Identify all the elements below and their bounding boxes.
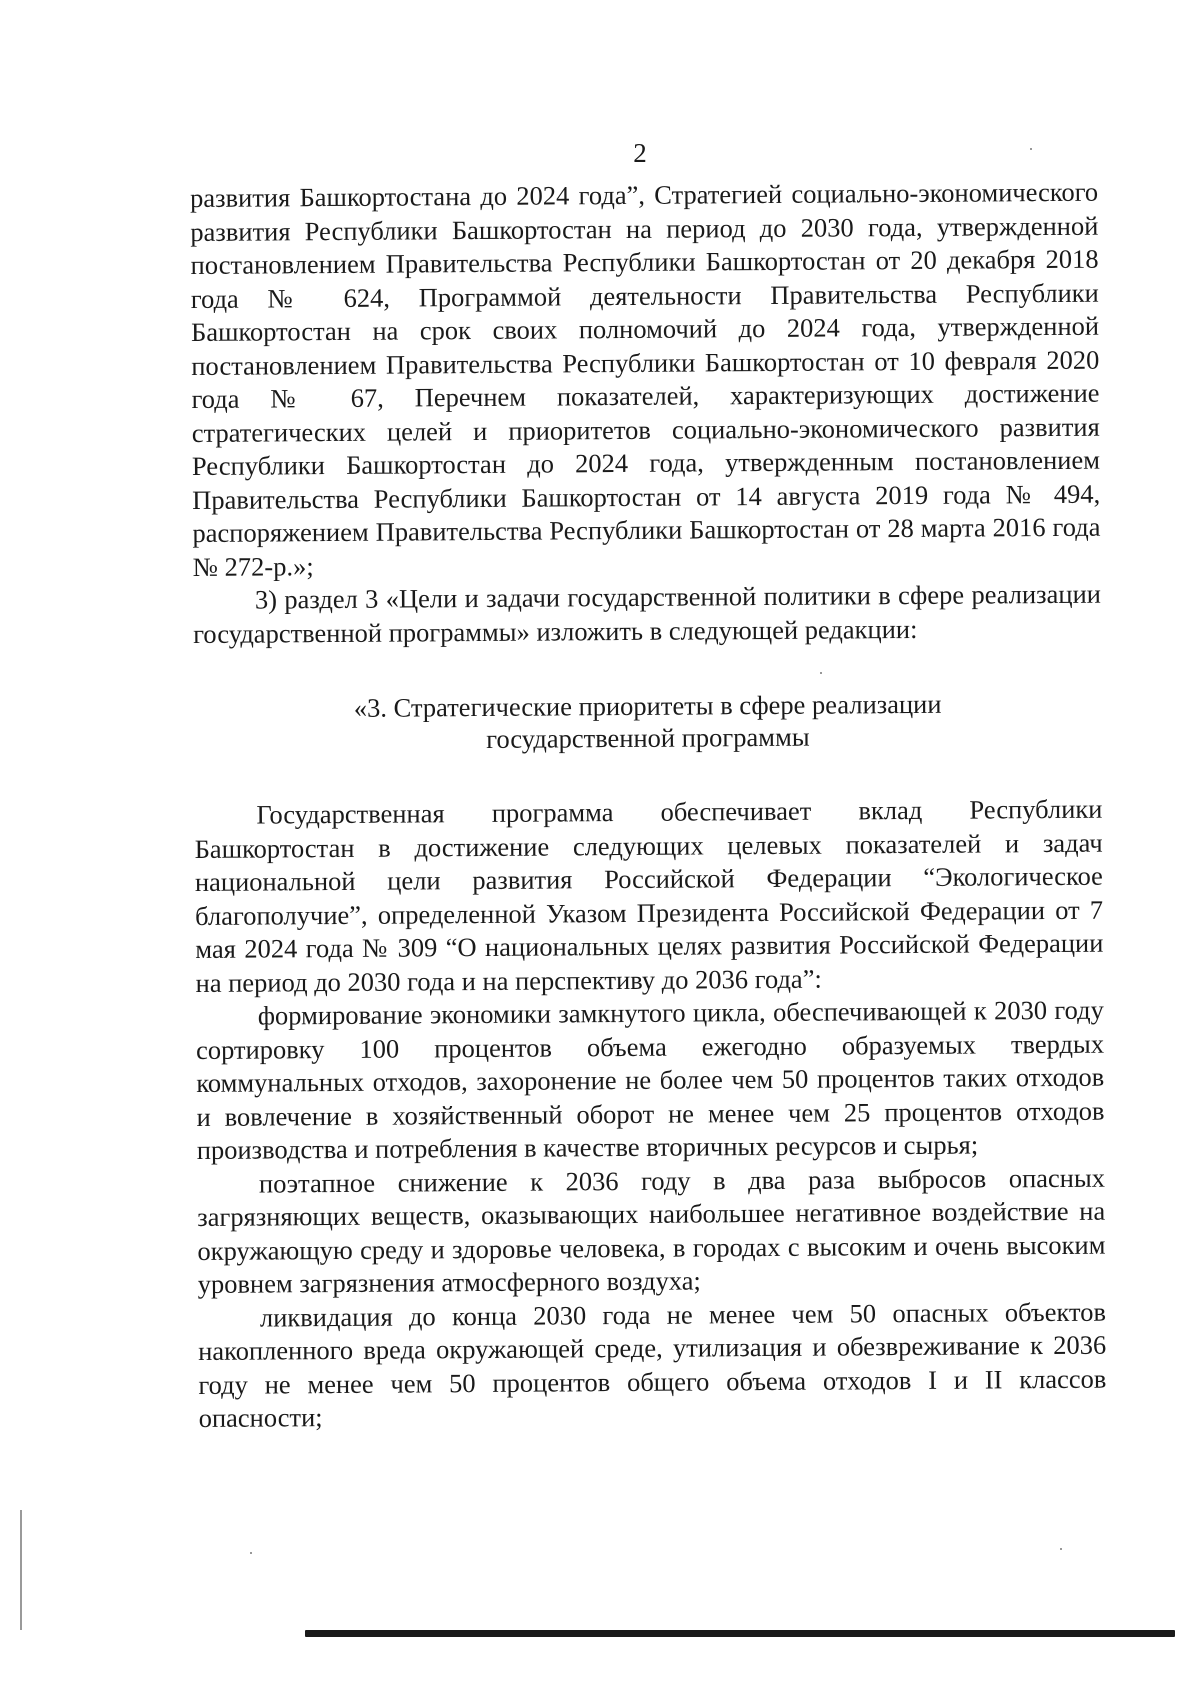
- scan-bottom-bar: [305, 1630, 1175, 1637]
- paragraph-accumulated-harm: ликвидация до конца 2030 года не менее чем 50 опасных объектов накопленного вреда окружающей среде, утилизация и обезвреживание к 2036 году не менее чем 50 процентов общего объема отходов I и II классов опасности;: [198, 1296, 1107, 1433]
- scan-speck: [1060, 1548, 1062, 1550]
- paragraph-amendment-3: 3) раздел 3 «Цели и задачи государственной политики в сфере реализации государственной программы» изложить в следующей редакции:: [193, 578, 1102, 649]
- section-heading-line-2: государственной программы: [486, 721, 810, 754]
- scan-speck: [820, 672, 822, 674]
- section-heading: [194, 687, 1102, 757]
- paragraph-circular-economy: формирование экономики замкнутого цикла, обеспечивающей к 2030 году сортировку 100 процентов объема ежегодно образуемых твердых коммунальных отходов, захоронение не более чем 50 процентов таких отходов и вовлечение в хозяйственный оборот не менее чем 25 процентов отходов производства и потребления в качестве вторичных ресурсов и сырья;: [195, 994, 1105, 1165]
- paragraph-continuation: развития Башкортостана до 2024 года”, Стратегией социально-экономического развития Республики Башкортостан на период до 2030 года, утвержденной постановлением Правительства Республики Башкортостан от 20 декабря 2018 года № 624, Программой деятельности Правительства Республики Башкортостан на срок своих полномочий до 2024 года, утвержденной постановлением Правительства Республики Башкортостан от 10 февраля 2020 года № 67, Перечнем показателей, характеризующих достижение стратегических целей и приоритетов социально-экономического развития Республики Башкортостан до 2024 года, утвержденным постановлением Правительства Республики Башкортостан от 14 августа 2019 года № 494, распоряжением Правительства Республики Башкортостан от 28 марта 2016 года № 272-р.»;: [190, 176, 1101, 582]
- page-number: 2: [633, 138, 647, 168]
- paragraph-program-contribution: Государственная программа обеспечивает вклад Республики Башкортостан в достижение следующих целевых показателей и задач национальной цели развития Российской Федерации “Экологическое благополучие”, определенной Указом Президента Российской Федерации от 7 мая 2024 года № 309 “О национальных целях развития Российской Федерации на период до 2030 года и на перспективу до 2036 года”:: [194, 793, 1104, 998]
- document-body: [190, 176, 1107, 1436]
- scan-edge-line: [20, 1510, 22, 1630]
- scan-speck: [250, 1552, 252, 1554]
- scan-speck: [1030, 148, 1032, 150]
- paragraph-emissions-reduction: поэтапное снижение к 2036 году в два раза выбросов опасных загрязняющих веществ, оказывающих наибольшее негативное воздействие на окружающую среду и здоровье человека, в городах с высоким и очень высоким уровнем загрязнения атмосферного воздуха;: [197, 1162, 1106, 1299]
- section-heading-line-1: «3. Стратегические приоритеты в сфере реализации: [353, 688, 942, 723]
